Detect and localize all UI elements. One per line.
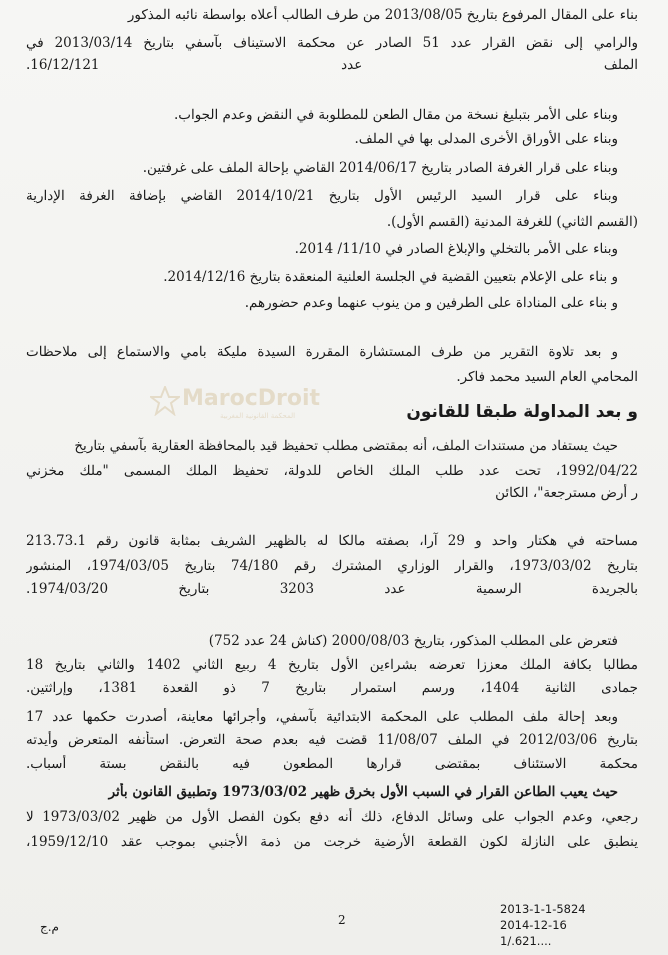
section-heading: و بعد المداولة طبقا للقانون [406,402,638,422]
decision-date: 2014-12-16 [500,918,567,932]
text-line-21: بتاريخ 1973/03/02، والقرار الوزاري المشترك رقم 74/180 بتاريخ 1974/03/05، المنشور [26,558,638,574]
text-line-32: ينطبق على النازلة لكون القطعة الأرضية خرجت من ذمة الأجنبي بموجب عقد 1959/12/10، [26,834,638,850]
text-line-3: الملف عدد 16/12/121. [26,57,638,73]
text-line-30: حيث يعيب الطاعن القرار في السبب الأول بخرق ظهير 1973/03/02 وتطبيق القانون بأثر [108,784,618,800]
text-line-5: وبناء على الأمر بتبليغ نسخة من مقال الطعن للمطلوبة في النقض وعدم الجواب. [173,107,618,123]
text-line-2: والرامي إلى نقض القرار عدد 51 الصادر عن محكمة الاستيناف بآسفي بتاريخ 2013/03/14 في [26,35,638,51]
star-logo-icon [150,386,180,416]
text-line-12: و بناء على المناداة على الطرفين و من ينوب عنهما وعدم حضورهم. [244,295,618,311]
text-line-8: وبناء على قرار السيد الرئيس الأول بتاريخ 2014/10/21 القاضي بإضافة الغرفة الإدارية [26,188,618,204]
text-line-1: بناء على المقال المرفوع بتاريخ 2013/08/05 من طرف الطالب أعلاه بواسطة نائبه المذكور [127,7,638,23]
text-line-31: رجعي، وعدم الجواب على وسائل الدفاع، ذلك أنه دفع بكون الفصل الأول من ظهير 1973/03/02 لا [26,809,638,825]
text-line-22: بالجريدة الرسمية عدد 3203 بتاريخ 1974/03/20. [26,581,638,597]
text-line-24: فتعرض على المطلب المذكور، بتاريخ 2000/08/03 (كناش 24 عدد 752) [208,633,618,649]
text-line-6: وبناء على الأوراق الأخرى المدلى بها في الملف. [354,131,618,147]
file-number: 2013-1-1-5824 [500,902,586,916]
text-line-18: ر أرض مسترجعة"، الكائن [495,485,638,501]
text-line-11: و بناء على الإعلام بتعيين القضية في الجلسة العلنية المنعقدة بتاريخ 2014/12/16. [163,269,618,285]
marocdroit-watermark: MarocDroit المحكمة القانونية المغربية [150,382,370,422]
text-line-20: مساحته في هكتار واحد و 29 آرا، بصفته مالكا له بالظهير الشريف بمثابة قانون رقم 213.73.1 [26,533,638,549]
text-line-26: جمادى الثانية 1404، ورسم استمرار بتاريخ 7 ذو القعدة 1381، وإراثتين. [26,680,638,696]
page-number: 2 [338,913,346,927]
text-line-27: وبعد إحالة ملف المطلب على المحكمة الابتدائية بآسفي، وأجرائها معاينة، أصدرت حكمها عدد 17 [26,709,618,725]
text-line-7: وبناء على قرار الغرفة الصادر بتاريخ 2014/06/17 القاضي بإحالة الملف على غرفتين. [142,160,618,176]
text-line-14: و بعد تلاوة التقرير من طرف المستشارة المقررة السيدة مليكة بامي والاستماع إلى ملاحظات [26,344,618,360]
decision-number: 1/.621.... [500,934,552,948]
text-line-16: حيث يستفاد من مستندات الملف، أنه بمقتضى مطلب تحفيظ قيد بالمحافظة العقارية بآسفي بتاريخ [74,438,618,454]
text-line-28: بتاريخ 2012/03/06 في الملف 11/08/07 قضت فيه بعدم صحة التعرض. استأنفه المتعرض وأيدته [26,732,638,748]
text-line-29: محكمة الاستئناف بمقتضى قرارها المطعون فيه بالنقض بستة أسباب. [26,756,638,772]
text-line-17: 1992/04/22، تحت عدد طلب الملك الخاص للدولة، تحفيظ الملك المسمى "ملك مخزني [26,463,638,479]
text-line-9: (القسم الثاني) للغرفة المدنية (القسم الأول). [386,214,638,230]
text-line-15: المحامي العام السيد محمد فاكر. [456,369,638,385]
text-line-25: مطالبا بكافة الملك معززا تعرضه بشراءين الأول بتاريخ 4 ربيع الثاني 1402 والثاني بتاريخ 18 [26,657,638,673]
text-line-10: وبناء على الأمر بالتخلي والإبلاغ الصادر في 11/10/ 2014. [294,241,618,257]
clerk-initials: م.ج [40,920,59,934]
